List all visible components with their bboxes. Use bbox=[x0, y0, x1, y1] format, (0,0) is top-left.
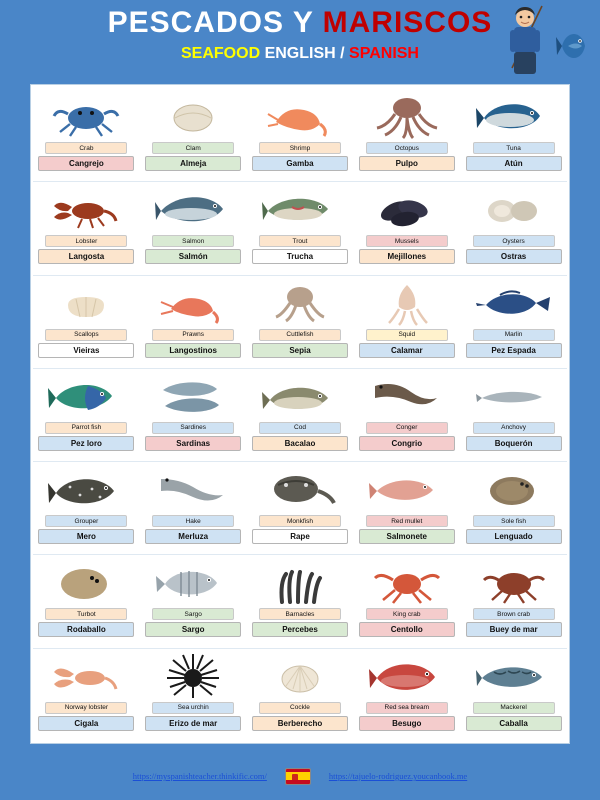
seafood-cell bbox=[353, 276, 460, 368]
english-label: Monkfish bbox=[259, 515, 341, 527]
seafood-cell bbox=[353, 649, 460, 741]
seafood-row bbox=[33, 89, 567, 182]
seafood-row bbox=[33, 276, 567, 369]
norway-lobster-photo bbox=[35, 651, 138, 701]
spanish-label: Caballa bbox=[466, 716, 562, 731]
scallops-photo bbox=[35, 278, 138, 328]
seafood-cell bbox=[33, 649, 140, 741]
english-label: Cockle bbox=[259, 702, 341, 714]
marlin-photo bbox=[462, 278, 565, 328]
english-label: Cuttlefish bbox=[259, 329, 341, 341]
spanish-label: Lenguado bbox=[466, 529, 562, 544]
english-label: Shrimp bbox=[259, 142, 341, 154]
prawns-photo bbox=[142, 278, 245, 328]
english-label: Sargo bbox=[152, 608, 234, 620]
spanish-label: Gamba bbox=[252, 156, 348, 171]
seafood-cell bbox=[140, 649, 247, 741]
title-word-y: Y bbox=[292, 6, 314, 39]
sea-urchin-photo bbox=[142, 651, 245, 701]
spanish-label: Erizo de mar bbox=[145, 716, 241, 731]
right-link[interactable]: https://tajuelo-rodriguez.youcanbook.me bbox=[328, 771, 468, 781]
seafood-cell bbox=[140, 182, 247, 274]
seafood-cell bbox=[247, 369, 354, 461]
spanish-label: Besugo bbox=[359, 716, 455, 731]
conger-photo bbox=[355, 371, 458, 421]
english-label: King crab bbox=[366, 608, 448, 620]
english-label: Trout bbox=[259, 235, 341, 247]
seafood-cell bbox=[140, 462, 247, 554]
english-label: Sea urchin bbox=[152, 702, 234, 714]
english-label: Tuna bbox=[473, 142, 555, 154]
subtitle-english: ENGLISH / bbox=[264, 45, 345, 62]
seafood-cell bbox=[140, 89, 247, 181]
seafood-cell bbox=[33, 182, 140, 274]
king-crab-photo bbox=[355, 557, 458, 607]
subtitle-spanish: SPANISH bbox=[349, 45, 419, 62]
seafood-cell bbox=[140, 369, 247, 461]
english-label: Turbot bbox=[45, 608, 127, 620]
seafood-cell bbox=[247, 89, 354, 181]
spanish-label: Rodaballo bbox=[38, 622, 134, 637]
spain-flag-icon bbox=[285, 768, 311, 785]
salmon-photo bbox=[142, 184, 245, 234]
cuttlefish-photo bbox=[249, 278, 352, 328]
seafood-cell bbox=[33, 369, 140, 461]
spanish-label: Mejillones bbox=[359, 249, 455, 264]
spanish-label: Pulpo bbox=[359, 156, 455, 171]
english-label: Sardines bbox=[152, 422, 234, 434]
spanish-label: Boquerón bbox=[466, 436, 562, 451]
english-label: Norway lobster bbox=[45, 702, 127, 714]
english-label: Mackerel bbox=[473, 702, 555, 714]
spanish-label: Mero bbox=[38, 529, 134, 544]
fisherman-icon bbox=[502, 2, 548, 90]
seafood-cell bbox=[353, 369, 460, 461]
grouper-photo bbox=[35, 464, 138, 514]
english-label: Conger bbox=[366, 422, 448, 434]
spanish-label: Pez loro bbox=[38, 436, 134, 451]
title-word-pescados: PESCADOS bbox=[107, 6, 285, 39]
seafood-row bbox=[33, 462, 567, 555]
seafood-cell bbox=[247, 182, 354, 274]
spanish-label: Sardinas bbox=[145, 436, 241, 451]
spanish-label: Trucha bbox=[252, 249, 348, 264]
english-label: Brown crab bbox=[473, 608, 555, 620]
tuna-photo bbox=[462, 91, 565, 141]
hake-photo bbox=[142, 464, 245, 514]
seafood-cell bbox=[33, 555, 140, 647]
seafood-cell bbox=[460, 555, 567, 647]
spanish-label: Congrio bbox=[359, 436, 455, 451]
seafood-cell bbox=[247, 462, 354, 554]
cockle-photo bbox=[249, 651, 352, 701]
trout-photo bbox=[249, 184, 352, 234]
english-label: Cod bbox=[259, 422, 341, 434]
seafood-cell bbox=[33, 462, 140, 554]
english-label: Hake bbox=[152, 515, 234, 527]
english-label: Scallops bbox=[45, 329, 127, 341]
english-label: Barnacles bbox=[259, 608, 341, 620]
anchovy-photo bbox=[462, 371, 565, 421]
sardines-photo bbox=[142, 371, 245, 421]
sole-fish-photo bbox=[462, 464, 565, 514]
seafood-row bbox=[33, 369, 567, 462]
parrot-fish-photo bbox=[35, 371, 138, 421]
spanish-label: Buey de mar bbox=[466, 622, 562, 637]
spanish-label: Pez Espada bbox=[466, 343, 562, 358]
english-label: Grouper bbox=[45, 515, 127, 527]
seafood-cell bbox=[460, 276, 567, 368]
spanish-label: Rape bbox=[252, 529, 348, 544]
seafood-cell bbox=[353, 462, 460, 554]
spanish-label: Cangrejo bbox=[38, 156, 134, 171]
clam-photo bbox=[142, 91, 245, 141]
seafood-cell bbox=[460, 369, 567, 461]
subtitle-seafood: SEAFOOD bbox=[181, 45, 261, 62]
english-label: Oysters bbox=[473, 235, 555, 247]
spanish-label: Bacalao bbox=[252, 436, 348, 451]
english-label: Salmon bbox=[152, 235, 234, 247]
left-link[interactable]: https://myspanishteacher.thinkific.com/ bbox=[132, 771, 267, 781]
spanish-label: Cigala bbox=[38, 716, 134, 731]
spanish-label: Merluza bbox=[145, 529, 241, 544]
red-mullet-photo bbox=[355, 464, 458, 514]
shrimp-photo bbox=[249, 91, 352, 141]
squid-photo bbox=[355, 278, 458, 328]
brown-crab-photo bbox=[462, 557, 565, 607]
mussels-photo bbox=[355, 184, 458, 234]
spanish-label: Ostras bbox=[466, 249, 562, 264]
english-label: Squid bbox=[366, 329, 448, 341]
cod-photo bbox=[249, 371, 352, 421]
seafood-row bbox=[33, 182, 567, 275]
seafood-grid bbox=[30, 84, 570, 744]
oysters-photo bbox=[462, 184, 565, 234]
barnacles-photo bbox=[249, 557, 352, 607]
seafood-cell bbox=[460, 182, 567, 274]
seafood-cell bbox=[460, 649, 567, 741]
english-label: Red sea bream bbox=[366, 702, 448, 714]
spanish-label: Calamar bbox=[359, 343, 455, 358]
mackerel-photo bbox=[462, 651, 565, 701]
seafood-cell bbox=[353, 555, 460, 647]
english-label: Red mullet bbox=[366, 515, 448, 527]
spanish-label: Atún bbox=[466, 156, 562, 171]
crab-photo bbox=[35, 91, 138, 141]
spanish-label: Centollo bbox=[359, 622, 455, 637]
seafood-cell bbox=[353, 182, 460, 274]
monkfish-photo bbox=[249, 464, 352, 514]
octopus-photo bbox=[355, 91, 458, 141]
english-label: Crab bbox=[45, 142, 127, 154]
seafood-cell bbox=[140, 276, 247, 368]
spanish-label: Percebes bbox=[252, 622, 348, 637]
sargo-photo bbox=[142, 557, 245, 607]
english-label: Marlin bbox=[473, 329, 555, 341]
seafood-row bbox=[33, 555, 567, 648]
seafood-cell bbox=[247, 276, 354, 368]
english-label: Octopus bbox=[366, 142, 448, 154]
seafood-cell bbox=[353, 89, 460, 181]
english-label: Prawns bbox=[152, 329, 234, 341]
english-label: Mussels bbox=[366, 235, 448, 247]
seafood-cell bbox=[460, 89, 567, 181]
seafood-cell bbox=[140, 555, 247, 647]
title-word-mariscos: MARISCOS bbox=[322, 6, 493, 39]
spanish-label: Sepia bbox=[252, 343, 348, 358]
spanish-label: Sargo bbox=[145, 622, 241, 637]
turbot-photo bbox=[35, 557, 138, 607]
seafood-cell bbox=[247, 555, 354, 647]
seafood-cell bbox=[460, 462, 567, 554]
seafood-cell bbox=[33, 276, 140, 368]
english-label: Sole fish bbox=[473, 515, 555, 527]
spanish-label: Langosta bbox=[38, 249, 134, 264]
spanish-label: Berberecho bbox=[252, 716, 348, 731]
seafood-cell bbox=[247, 649, 354, 741]
english-label: Parrot fish bbox=[45, 422, 127, 434]
english-label: Anchovy bbox=[473, 422, 555, 434]
spanish-label: Almeja bbox=[145, 156, 241, 171]
spanish-label: Langostinos bbox=[145, 343, 241, 358]
seafood-row bbox=[33, 649, 567, 741]
red-sea-bream-photo bbox=[355, 651, 458, 701]
fish-icon bbox=[556, 24, 590, 68]
spanish-label: Salmón bbox=[145, 249, 241, 264]
spanish-label: Salmonete bbox=[359, 529, 455, 544]
english-label: Clam bbox=[152, 142, 234, 154]
lobster-photo bbox=[35, 184, 138, 234]
seafood-cell bbox=[33, 89, 140, 181]
poster-header bbox=[0, 0, 600, 86]
english-label: Lobster bbox=[45, 235, 127, 247]
poster-footer bbox=[0, 756, 600, 796]
spanish-label: Vieiras bbox=[38, 343, 134, 358]
